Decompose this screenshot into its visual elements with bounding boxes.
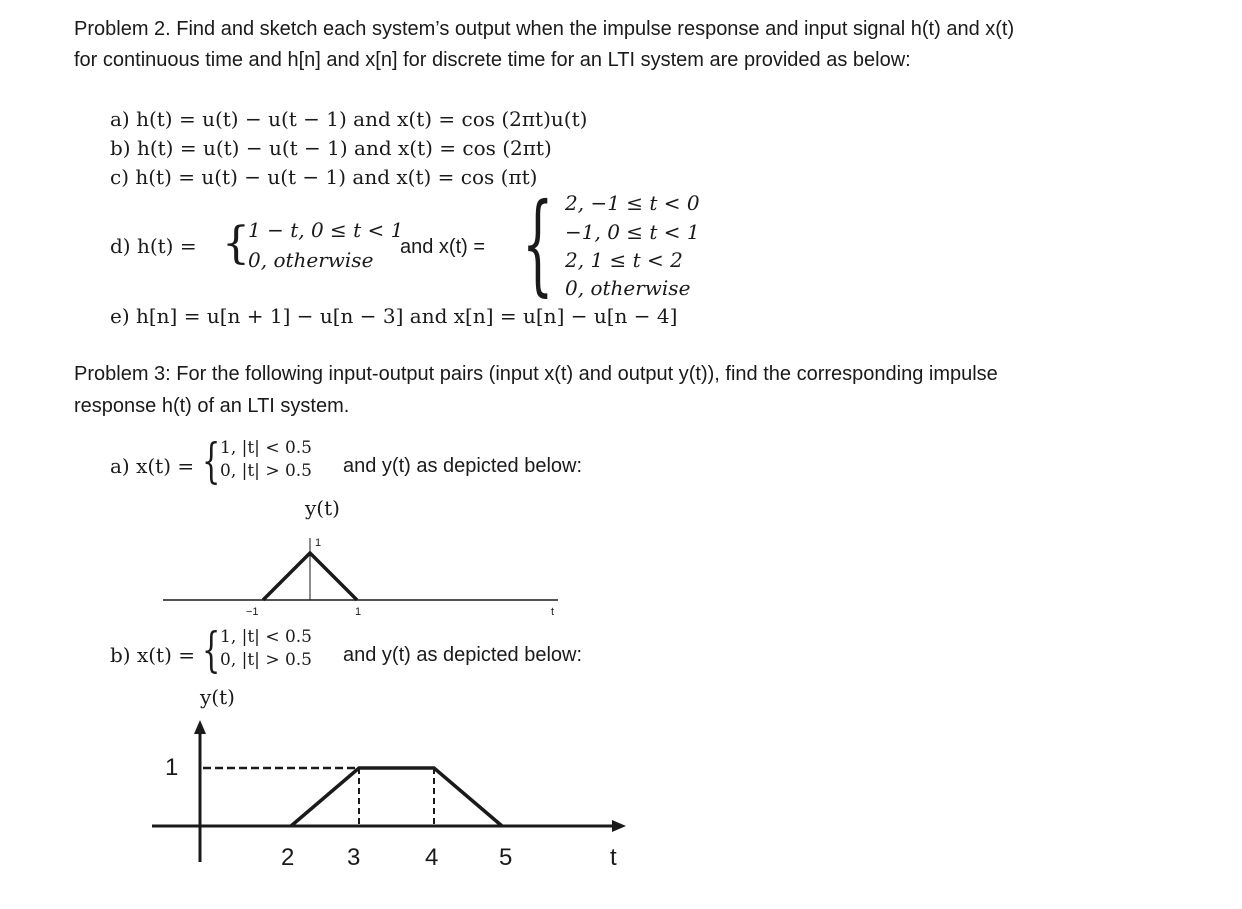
graph-a-tick-neg1: −1 — [246, 606, 259, 618]
graph-b-tick-4: 4 — [425, 844, 439, 871]
graph-b-y-arrow-icon — [194, 720, 206, 734]
p3b-case1: 1, |t| < 0.5 — [220, 627, 312, 647]
p3b-brace: { — [202, 622, 221, 678]
problem2-item-a: a) h(t) = u(t) − u(t − 1) and x(t) = cos (2πt)u(t) — [110, 107, 588, 131]
graph-b-tick-2: 2 — [281, 844, 295, 871]
p3a-brace: { — [202, 433, 221, 489]
d-x-case4: 0, otherwise — [565, 276, 691, 300]
problem3-a-label: a) x(t) = — [110, 454, 195, 478]
d-h-case1: 1 − t, 0 ≤ t < 1 — [248, 218, 404, 242]
problem3-intro-line1: Problem 3: For the following input-output pairs (input x(t) and output y(t)), find the corresponding impulse — [74, 363, 998, 385]
graph-b-ylabel: y(t) — [200, 685, 235, 709]
p3a-case1: 1, |t| < 0.5 — [220, 438, 312, 458]
graph-b-trapezoid — [291, 768, 502, 826]
p3a-case2: 0, |t| > 0.5 — [220, 461, 312, 481]
d-x-case2: −1, 0 ≤ t < 1 — [565, 220, 700, 244]
problem3-intro-line2: response h(t) of an LTI system. — [74, 395, 350, 417]
graph-b-x-arrow-icon — [612, 820, 626, 832]
graph-a-peak-label: 1 — [315, 537, 322, 549]
problem2-intro-line1: Problem 2. Find and sketch each system’s output when the impulse response and input signal h(t) and x(t) — [74, 18, 1015, 40]
graph-a-tick-1: 1 — [355, 606, 362, 618]
graph-b-tick-3: 3 — [347, 844, 361, 871]
d-x-case3: 2, 1 ≤ t < 2 — [565, 248, 683, 272]
graph-b-axis-t: t — [610, 844, 617, 871]
p3b-case2: 0, |t| > 0.5 — [220, 650, 312, 670]
problem2-item-c: c) h(t) = u(t) − u(t − 1) and x(t) = cos (πt) — [110, 165, 538, 189]
problem2-item-d-label: d) h(t) = — [110, 234, 197, 258]
d-h-case2: 0, otherwise — [248, 248, 374, 272]
d-x-brace: { — [522, 179, 554, 307]
d-x-case1: 2, −1 ≤ t < 0 — [565, 191, 700, 215]
p3a-depicted: and y(t) as depicted below: — [343, 455, 583, 477]
graph-a-axis-t: t — [551, 606, 555, 618]
p3b-depicted: and y(t) as depicted below: — [343, 644, 583, 666]
graph-b-tick-5: 5 — [499, 844, 513, 871]
d-and-x: and x(t) = — [400, 236, 486, 258]
problem3-b-label: b) x(t) = — [110, 643, 195, 667]
d-h-brace: { — [222, 218, 250, 269]
graph-a-ylabel: y(t) — [305, 496, 340, 520]
problem2-item-b: b) h(t) = u(t) − u(t − 1) and x(t) = cos (2πt) — [110, 136, 552, 160]
graph-b-level-label: 1 — [165, 754, 179, 781]
problem2-intro-line2: for continuous time and h[n] and x[n] for discrete time for an LTI system are provided as below: — [74, 49, 911, 71]
problem2-item-e: e) h[n] = u[n + 1] − u[n − 3] and x[n] = u[n] − u[n − 4] — [110, 304, 678, 328]
